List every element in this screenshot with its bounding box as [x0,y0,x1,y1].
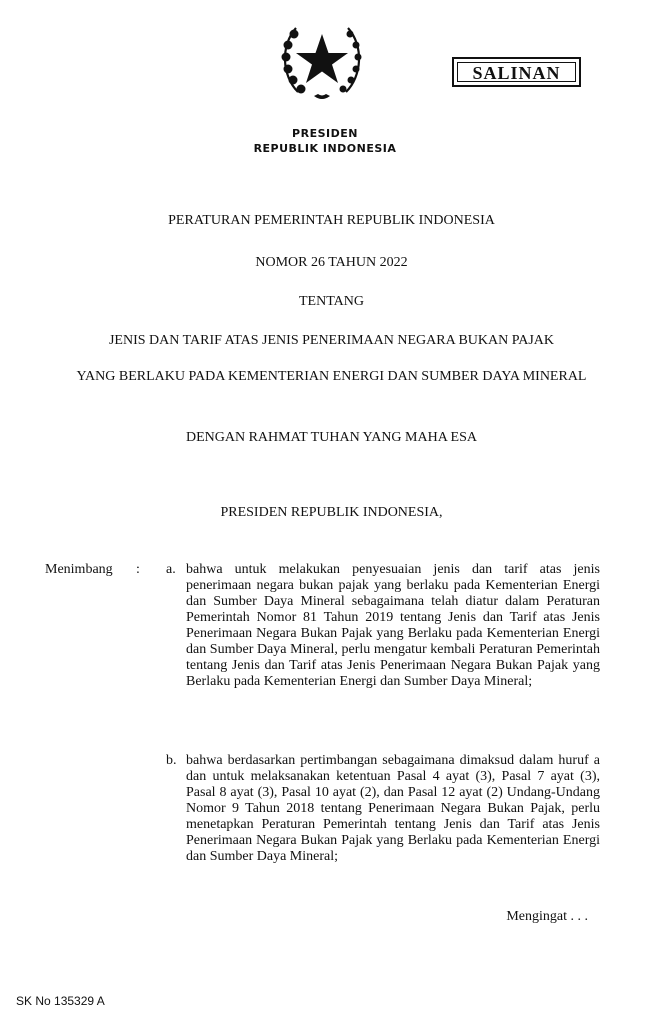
consideration-a-letter: a. [166,562,176,577]
consideration-b-text: bahwa berdasarkan pertimbangan sebagaimana dimaksud dalam huruf a dan untuk melaksanakan ketentuan Pasal 4 ayat (3), Pasal 7 ayat (3), Pasal 8 ayat (3), Pasal 10 ayat (2), dan Pasal 12 ayat (2) Undang-Undang Nomor 9 Tahun 2018 tentang Penerimaan Negara Bukan Pajak, perlu menetapkan Peraturan Pemerintah tentang Jenis dan Tarif atas Jenis Penerimaan Negara Bukan Pajak yang Berlaku pada Kementerian Energi dan Sumber Daya Mineral; [186,753,600,864]
issuer-line-republic: REPUBLIK INDONESIA [253,142,397,155]
regulation-subject-line2: YANG BERLAKU PADA KEMENTERIAN ENERGI DAN SUMBER DAYA MINERAL [76,369,587,384]
regulation-number: NOMOR 26 TAHUN 2022 [255,255,408,270]
copy-stamp [452,57,581,87]
enacting-authority: PRESIDEN REPUBLIK INDONESIA, [220,505,443,520]
consideration-a-text: bahwa untuk melakukan penyesuaian jenis dan tarif atas jenis penerimaan negara bukan pajak yang berlaku pada Kementerian Energi dan Sumber Daya Mineral sebagaimana telah diatur dalam Peraturan Pemerintah Nomor 81 Tahun 2019 tentang Jenis dan Tarif atas Jenis Penerimaan Negara Bukan Pajak yang Berlaku pada Kementerian Energi dan Sumber Daya Mineral, perlu mengatur kembali Peraturan Pemerintah tentang Jenis dan Tarif atas Jenis Penerimaan Negara Bukan Pajak yang Berlaku pada Kementerian Energi dan Sumber Daya Mineral; [186,562,600,689]
considering-colon: : [136,562,140,577]
considering-label: Menimbang [45,562,113,577]
blessing-line: DENGAN RAHMAT TUHAN YANG MAHA ESA [185,430,478,445]
regulation-title: PERATURAN PEMERINTAH REPUBLIK INDONESIA [168,213,495,228]
regulation-subject-line1: JENIS DAN TARIF ATAS JENIS PENERIMAAN NEGARA BUKAN PAJAK [108,333,555,348]
next-page-catchword: Mengingat . . . [506,909,588,924]
copy-stamp-label: SALINAN [457,62,576,82]
consideration-b-letter: b. [166,753,177,768]
issuer-line-president: PRESIDEN [292,127,358,140]
sk-number: SK No 135329 A [16,994,105,1008]
regulation-about: TENTANG [299,294,364,309]
presidential-emblem-icon [276,14,368,106]
